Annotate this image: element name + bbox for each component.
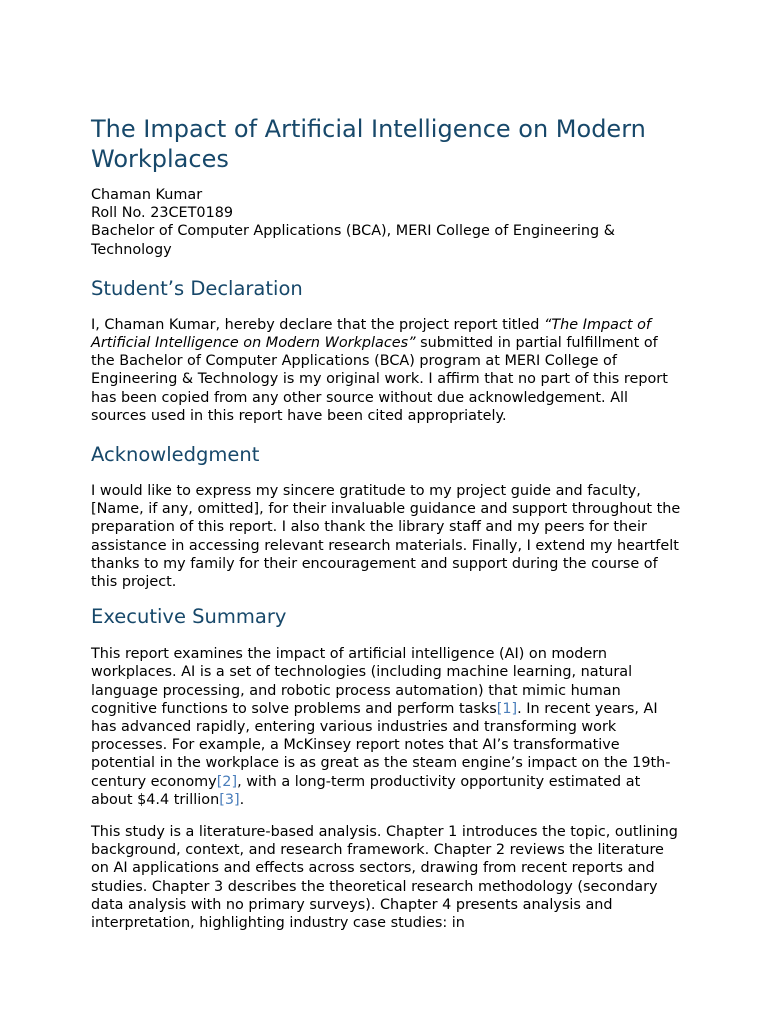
declaration-text-start: I, Chaman Kumar, hereby declare that the project report titled — [91, 316, 544, 333]
executive-summary-heading: Executive Summary — [91, 605, 287, 629]
citation-link-3[interactable]: [3] — [219, 791, 240, 808]
declaration-heading: Student’s Declaration — [91, 276, 303, 300]
summary-text-4: . — [239, 791, 245, 808]
declaration-paragraph — [91, 316, 681, 425]
declaration-text-end: submitted in partial fulfillment of the Bachelor of Computer Applications (BCA) program at MERI College of Engineering & Technology is my original work. I affirm that no part of this report has been copied from any other source without due acknowledgement. All sources used in this report have been cited appropriately. — [91, 335, 668, 424]
declaration-report-title: “The Impact of Artificial Intelligence on Modern Workplaces” — [91, 316, 651, 352]
program-affiliation: Bachelor of Computer Applications (BCA), MERI College of Engineering & Technology — [91, 223, 615, 258]
author-name: Chaman Kumar — [91, 187, 203, 203]
acknowledgment-heading: Acknowledgment — [91, 443, 260, 467]
summary-text-2: . In recent years, AI has advanced rapidly, entering various industries and transforming work processes. For example, a McKinsey report notes that AI’s transformative potential in the workplace is as great as the steam engine’s impact on the 19th-century economy — [91, 700, 671, 790]
acknowledgment-paragraph: I would like to express my sincere gratitude to my project guide and faculty, [Name, if any, omitted], for their invaluable guidance and support throughout the preparation of this report. I also thank the library staff and my peers for their assistance in accessing relevant research materials. Finally, I extend my heartfelt thanks to my family for their encouragement and support during the course of this project. — [91, 483, 681, 591]
summary-text-3: , with a long-term productivity opportunity estimated at about $4.4 trillion — [91, 773, 641, 808]
document-title: The Impact of Artificial Intelligence on Modern Workplaces — [91, 115, 646, 173]
document-content — [91, 114, 681, 932]
roll-number: Roll No. 23CET0189 — [91, 205, 234, 222]
executive-summary-paragraph-2: This study is a literature-based analysis. Chapter 1 introduces the topic, outlining background, context, and research framework. Chapter 2 reviews the literature on AI applications and effects across sectors, drawing from recent reports and studies. Chapter 3 describes the theoretical research methodology (secondary data analysis with no primary surveys). Chapter 4 presents analysis and interpretation, highlighting industry case studies: in — [91, 824, 678, 932]
author-block — [91, 186, 681, 259]
executive-summary-paragraph-1 — [91, 645, 681, 809]
summary-text-1: This report examines the impact of artificial intelligence (AI) on modern workplaces. AI is a set of technologies (including machine learning, natural language processing, and robotic process automation) that mimic human cognitive functions to solve problems and perform tasks — [91, 646, 633, 717]
citation-link-2[interactable]: [2] — [216, 773, 238, 790]
citation-link-1[interactable]: [1] — [496, 700, 518, 717]
